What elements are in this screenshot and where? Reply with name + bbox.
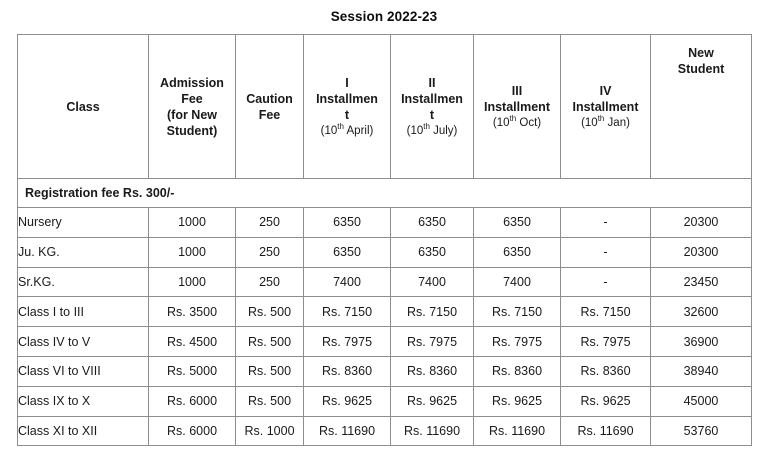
row-installment-2: Rs. 11690 <box>391 416 474 446</box>
row-new-student-total: 23450 <box>651 267 752 297</box>
row-caution-fee: 250 <box>236 267 304 297</box>
row-installment-3: Rs. 7150 <box>474 297 561 327</box>
column-header-admission-fee <box>149 35 236 179</box>
row-installment-2: 7400 <box>391 267 474 297</box>
row-admission-fee: 1000 <box>149 208 236 238</box>
installment-2-date: (10th July) <box>406 121 458 137</box>
row-installment-3: Rs. 11690 <box>474 416 561 446</box>
column-header-class-label: Class <box>66 99 100 114</box>
registration-fee-row <box>18 179 752 208</box>
table-row <box>18 237 752 267</box>
row-installment-2: Rs. 7975 <box>391 327 474 357</box>
row-caution-fee: Rs. 500 <box>236 356 304 386</box>
row-caution-fee: Rs. 500 <box>236 386 304 416</box>
row-installment-3: Rs. 7975 <box>474 327 561 357</box>
row-admission-fee: Rs. 6000 <box>149 386 236 416</box>
table-row <box>18 356 752 386</box>
admission-fee-line-1: Admission <box>160 75 224 90</box>
fee-table-body <box>18 179 752 446</box>
caution-fee-line-2: Fee <box>258 107 281 122</box>
row-new-student-total: 45000 <box>651 386 752 416</box>
admission-fee-line-3: (for New <box>167 107 217 122</box>
row-caution-fee: Rs. 500 <box>236 297 304 327</box>
row-class-name: Class IX to X <box>18 386 149 416</box>
installment-1-numeral: I <box>345 75 349 90</box>
row-installment-4: Rs. 9625 <box>561 386 651 416</box>
row-installment-4: Rs. 11690 <box>561 416 651 446</box>
admission-fee-line-4: Student) <box>166 123 218 138</box>
table-row <box>18 386 752 416</box>
row-installment-1: Rs. 8360 <box>304 356 391 386</box>
row-installment-1: Rs. 7975 <box>304 327 391 357</box>
row-installment-4: - <box>561 237 651 267</box>
row-class-name: Class VI to VIII <box>18 356 149 386</box>
row-installment-2: Rs. 9625 <box>391 386 474 416</box>
row-installment-4: - <box>561 208 651 238</box>
fee-structure-table <box>17 34 752 446</box>
row-installment-4: - <box>561 267 651 297</box>
row-caution-fee: Rs. 500 <box>236 327 304 357</box>
installment-4-word-line-1: Installment <box>572 99 639 114</box>
row-installment-3: 6350 <box>474 208 561 238</box>
row-class-name: Nursery <box>18 208 149 238</box>
new-student-line-1: New <box>688 46 714 60</box>
row-admission-fee: Rs. 6000 <box>149 416 236 446</box>
page-title: Session 2022-23 <box>330 9 438 24</box>
row-new-student-total: 36900 <box>651 327 752 357</box>
column-header-installment-4 <box>561 35 651 179</box>
row-class-name: Class I to III <box>18 297 149 327</box>
table-row <box>18 208 752 238</box>
row-installment-1: Rs. 11690 <box>304 416 391 446</box>
row-admission-fee: 1000 <box>149 237 236 267</box>
row-class-name: Ju. KG. <box>18 237 149 267</box>
row-admission-fee: 1000 <box>149 267 236 297</box>
installment-4-numeral: IV <box>599 83 612 98</box>
row-installment-1: 6350 <box>304 237 391 267</box>
row-installment-1: Rs. 9625 <box>304 386 391 416</box>
installment-3-numeral: III <box>511 83 523 98</box>
column-header-installment-2 <box>391 35 474 179</box>
fee-table-container <box>17 34 751 446</box>
row-new-student-total: 38940 <box>651 356 752 386</box>
row-installment-2: Rs. 7150 <box>391 297 474 327</box>
row-admission-fee: Rs. 5000 <box>149 356 236 386</box>
column-header-new-student <box>651 35 752 179</box>
installment-4-date: (10th Jan) <box>581 113 630 129</box>
row-class-name: Class XI to XII <box>18 416 149 446</box>
table-row <box>18 267 752 297</box>
table-row <box>18 297 752 327</box>
row-new-student-total: 20300 <box>651 237 752 267</box>
installment-3-word-line-1: Installment <box>484 99 550 114</box>
row-installment-2: 6350 <box>391 208 474 238</box>
row-installment-4: Rs. 8360 <box>561 356 651 386</box>
installment-2-word-line-1: Installmen <box>401 91 463 106</box>
row-installment-3: Rs. 8360 <box>474 356 561 386</box>
row-new-student-total: 20300 <box>651 208 752 238</box>
row-admission-fee: Rs. 4500 <box>149 327 236 357</box>
installment-2-numeral: II <box>428 75 436 90</box>
row-installment-3: 6350 <box>474 237 561 267</box>
row-installment-4: Rs. 7150 <box>561 297 651 327</box>
new-student-line-2: Student <box>677 62 725 76</box>
installment-1-date: (10th April) <box>320 121 374 137</box>
table-row <box>18 327 752 357</box>
table-header-row <box>18 35 752 179</box>
row-installment-1: 7400 <box>304 267 391 297</box>
registration-fee-note: Registration fee Rs. 300/- <box>18 179 752 208</box>
row-admission-fee: Rs. 3500 <box>149 297 236 327</box>
caution-fee-line-1: Caution <box>246 91 293 106</box>
row-installment-2: Rs. 8360 <box>391 356 474 386</box>
row-class-name: Class IV to V <box>18 327 149 357</box>
table-row <box>18 416 752 446</box>
row-new-student-total: 53760 <box>651 416 752 446</box>
row-installment-4: Rs. 7975 <box>561 327 651 357</box>
row-installment-1: 6350 <box>304 208 391 238</box>
column-header-installment-3 <box>474 35 561 179</box>
row-installment-2: 6350 <box>391 237 474 267</box>
installment-1-word-line-1: Installmen <box>316 91 378 106</box>
row-installment-1: Rs. 7150 <box>304 297 391 327</box>
row-installment-3: 7400 <box>474 267 561 297</box>
installment-1-word-line-2: t <box>344 107 350 122</box>
installment-3-date: (10th Oct) <box>492 113 542 129</box>
row-caution-fee: Rs. 1000 <box>236 416 304 446</box>
row-caution-fee: 250 <box>236 208 304 238</box>
column-header-class <box>18 35 149 179</box>
row-caution-fee: 250 <box>236 237 304 267</box>
admission-fee-line-2: Fee <box>181 91 203 106</box>
column-header-caution-fee <box>236 35 304 179</box>
row-new-student-total: 32600 <box>651 297 752 327</box>
installment-2-word-line-2: t <box>429 107 435 122</box>
row-installment-3: Rs. 9625 <box>474 386 561 416</box>
row-class-name: Sr.KG. <box>18 267 149 297</box>
column-header-installment-1 <box>304 35 391 179</box>
